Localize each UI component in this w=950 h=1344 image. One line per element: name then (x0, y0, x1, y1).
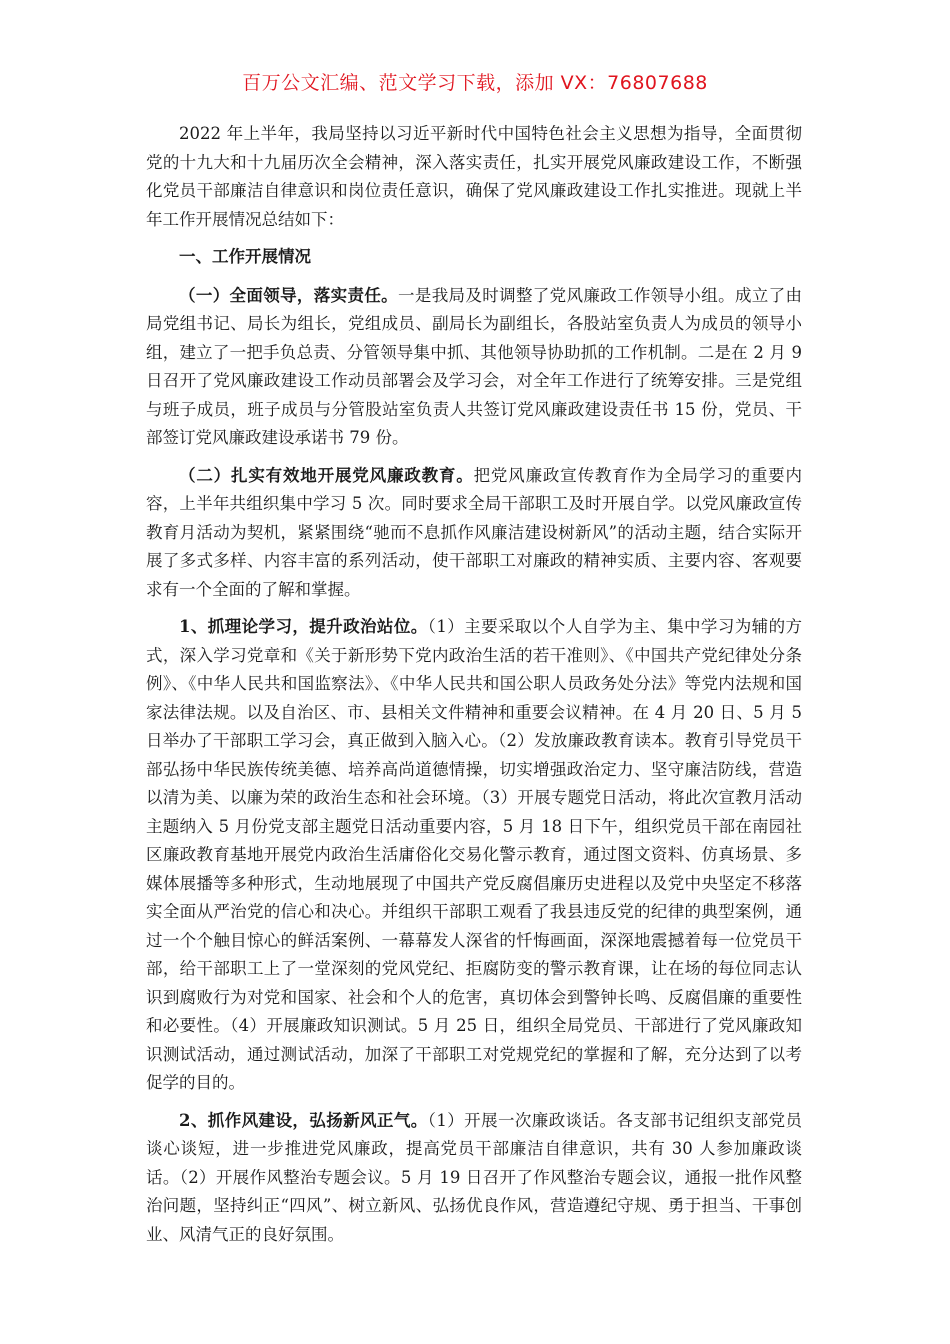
item1-text: （1）主要采取以个人自学为主、集中学习为辅的方式，深入学习党章和《关于新形势下党内政治生活的若干准则》、《中国共产党纪律处分条例》、《中华人民共和国监察法》、《中华人民共和国公职人员政务处分法》等党内法规和国家法律法规。以及自治区、市、县相关文件精神和重要会议精神。在 4 月 20 日、5 月 5 日举办了干部职工学习会，真正做到入脑入心。（2）发放廉政教育读本。教育引导党员干部弘扬中华民族传统美德、培养高尚道德情操，切实增强政治定力、坚守廉洁防线，营造以清为美、以廉为荣的政治生态和社会环境。（3）开展专题党日活动，将此次宣教月活动主题纳入 5 月份党支部主题党日活动重要内容，5 月 18 日下午，组织党员干部在南园社区廉政教育基地开展党内政治生活庸俗化交易化警示教育，通过图文资料、仿真场景、多媒体展播等多种形式，生动地展现了中国共产党反腐倡廉历史进程以及党中央坚定不移落实全面从严治党的信心和决心。并组织干部职工观看了我县违反党的纪律的典型案例，通过一个个触目惊心的鲜活案例、一幕幕发人深省的忏悔画面，深深地震撼着每一位党员干部，给干部职工上了一堂深刻的党风党纪、拒腐防变的警示教育课，让在场的每位同志认识到腐败行为对党和国家、社会和个人的危害，真切体会到警钟长鸣、反腐倡廉的重要性和必要性。（4）开展廉政知识测试。5 月 25 日，组织全局党员、干部进行了党风廉政知识测试活动，通过测试活动，加深了干部职工对党规党纪的掌握和了解，充分达到了以考促学的目的。 (146, 617, 802, 1092)
paragraph-item2 (146, 1107, 802, 1250)
document-body (146, 120, 802, 1258)
sub2-title: （二）扎实有效地开展党风廉政教育。 (179, 465, 474, 485)
item2-title: 2、抓作风建设，弘扬新风正气。 (179, 1110, 428, 1130)
sub1-title: （一）全面领导，落实责任。 (179, 285, 399, 305)
item2-text: （1）开展一次廉政谈话。各支部书记组织支部党员谈心谈短，进一步推进党风廉政，提高党员干部廉洁自律意识，共有 30 人参加廉政谈话。（2）开展作风整治专题会议。5 月 19 日召开了作风整治专题会议，通报一批作风整治问题，坚持纠正“四风”、树立新风、弘扬优良作风，营造遵纪守规、勇于担当、干事创业、风清气正的良好氛围。 (146, 1110, 802, 1244)
section-heading: 一、工作开展情况 (179, 247, 311, 266)
intro-paragraph: 2022 年上半年，我局坚持以习近平新时代中国特色社会主义思想为指导，全面贯彻党的十九大和十九届历次全会精神，深入落实责任，扎实开展党风廉政建设工作，不断强化党员干部廉洁自律意识和岗位责任意识，确保了党风廉政建设工作扎实推进。现就上半年工作开展情况总结如下： (146, 124, 802, 229)
sub2-text: 把党风廉政宣传教育作为全局学习的重要内容，上半年共组织集中学习 5 次。同时要求全局干部职工及时开展自学。以党风廉政宣传教育月活动为契机，紧紧围绕“驰而不息抓作风廉洁建设树新风”的活动主题，结合实际开展了多式多样、内容丰富的系列活动，使干部职工对廉政的精神实质、主要内容、客观要求有一个全面的了解和掌握。 (146, 465, 803, 599)
sub1-text: 一是我局及时调整了党风廉政工作领导小组。成立了由局党组书记、局长为组长，党组成员、副局长为副组长，各股站室负责人为成员的领导小组，建立了一把手负总责、分管领导集中抓、其他领导协助抓的工作机制。二是在 2 月 9 日召开了党风廉政建设工作动员部署会及学习会，对全年工作进行了统筹安排。三是党组与班子成员，班子成员与分管股站室负责人共签订党风廉政建设责任书 15 份，党员、干部签订党风廉政建设承诺书 79 份。 (146, 285, 803, 447)
item1-title: 1、抓理论学习，提升政治站位。 (179, 617, 428, 636)
paragraph-item1 (146, 613, 802, 1098)
watermark-header: 百万公文汇编、范文学习下载，添加 VX：76807688 (242, 72, 708, 94)
paragraph-sub1 (146, 282, 802, 453)
paragraph-sub2 (146, 462, 802, 605)
